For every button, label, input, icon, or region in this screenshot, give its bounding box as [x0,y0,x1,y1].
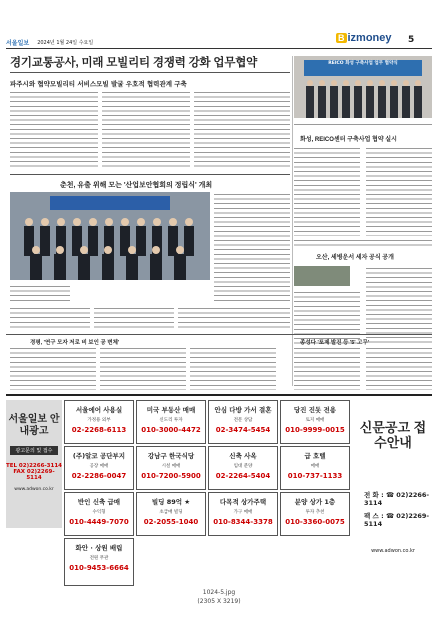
ad-phone: 010-3000-4472 [141,426,201,434]
ad-subtitle: 투자 추천 [305,510,325,515]
section-rule [10,174,290,175]
brand-badge-icon: B [338,33,345,43]
newspaper-logo: 서울일보 [6,39,30,47]
right-notice-ad [354,400,432,620]
ad-title: 화안 · 상원 배립 [75,544,123,552]
ad-title: 반인 신축 급매 [77,498,121,506]
main-subhead: 파주시와 협약모빌리티 서비스모빌 발굴 우호적 협력관계 구축 [10,80,187,88]
ad-subtitle: 가구 매매 [233,510,253,515]
lower-headline-2: 종성다 '포제 발진 등 '5' 고무' [300,340,370,346]
article-body-col1 [10,90,98,170]
ad-phone: 010-737-1133 [287,472,343,480]
article-body-col3 [194,90,290,170]
file-name: 1024-5.jpg [202,589,236,596]
ad-phone: 010-8344-3378 [213,518,273,526]
classified-url: www.adwon.co.kr [14,487,54,492]
ad-title: 당진 진돗 전용 [293,406,337,414]
article-body-col2 [102,90,190,170]
right-headline: 화성, REICO센터 구축사업 협약 실시 [300,137,397,143]
ad-subtitle: 매매 [310,464,320,469]
classified-tag: 광고문의 및 접수 [10,446,58,455]
ad-title: 분양 상가 1층 [294,498,336,506]
lower-article2-col1 [294,346,360,390]
middle-article-col3 [178,306,290,330]
middle-article-side [214,192,290,302]
lower-article-col2 [100,346,186,390]
ad-title: (주)알코 공단부지 [72,452,126,460]
lower-article2-col2 [366,346,432,390]
classified-ad [136,492,206,536]
file-size: (2305 X 3219) [197,598,241,605]
ad-title: 빌딩 89억 ★ [151,498,191,506]
right-article-col2 [366,146,432,236]
ad-phone: 02-3474-5454 [215,426,271,434]
ad-title: 안심 다방 가서 결혼 [214,406,272,414]
left-classified-banner [6,400,62,528]
group-people-icon [10,192,210,280]
classified-ad [208,492,278,536]
classified-ad [208,446,278,490]
notice-title: 신문공고 접수안내 [359,420,427,450]
ad-phone: 02-2268-6113 [71,426,127,434]
signing-ceremony-photo [294,56,432,118]
ad-subtitle: 시설 매매 [161,464,181,469]
ad-phone: 02-2055-1040 [143,518,199,526]
lower-article-col3 [190,346,276,390]
banner-caption-lines [294,122,432,128]
ad-title: 급 호텔 [304,452,326,460]
photo-caption [10,284,70,302]
ad-subtitle: 공장 매매 [89,464,109,469]
middle-headline: 춘천, 유출 위해 모는 '산업보안협회의 정립식' 개최 [60,182,213,189]
ad-subtitle: 가정용 외부 [87,418,111,423]
classified-phone: TEL 02)2266-3114 [6,463,62,469]
classified-ad [280,492,350,536]
classified-ad [64,446,134,490]
classified-brand: 서울일보 안내광고 [8,414,60,437]
column-divider [292,56,293,386]
ad-subtitle: 신도리 투자 [159,418,183,423]
brand-name: izmoney [347,32,392,44]
people-silhouettes-icon [294,56,432,118]
ad-phone: 02-2264-5404 [215,472,271,480]
middle-article-col2 [94,306,174,330]
right-article-col1 [294,146,360,236]
ad-title: 신축 사옥 [229,452,257,460]
issue-date: 2024년 1월 24일 수요일 [37,39,94,46]
classified-fax: FAX 02)2269-5114 [13,469,55,481]
ad-title: 강남구 한국식당 [147,452,195,460]
right-article-continuation [294,238,432,248]
main-headline: 경기교통공사, 미래 모빌리티 경쟁력 강화 업무협약 [10,57,258,69]
ad-phone: 010-7200-5900 [141,472,201,480]
right-thumbnail-photo [294,266,350,286]
classifieds-rule [6,394,432,396]
lower-headline-1: 경평, '연구 모자 저로 비 보인 공 변체' [30,340,120,346]
headline-rule [10,72,290,73]
classified-ad [136,400,206,444]
classified-ad [64,492,134,536]
ad-phone: 010-9999-0015 [285,426,345,434]
notice-phone: 전 화 : ☎ 02)2266-3114 [364,491,430,507]
ad-subtitle: 임대 분양 [233,464,253,469]
ad-phone: 010-4449-7070 [69,518,129,526]
classified-ad [280,400,350,444]
ad-title: 서울에어 사용실 [75,406,123,414]
ad-subtitle: 전원 무관 [89,556,109,561]
notice-fax: 팩 스 : ☎ 02)2269-5114 [364,512,430,528]
ad-phone: 02-2286-0047 [71,472,127,480]
ad-phone: 010-9453-6664 [69,564,129,572]
ad-subtitle: 전문 상담 [233,418,253,423]
notice-url: www.adwon.co.kr [371,548,415,554]
classified-ad [64,400,134,444]
page-number: 5 [408,35,415,45]
group-photo [10,192,210,280]
image-footer [0,588,438,606]
ad-subtitle: 토지 매매 [305,418,325,423]
right-headline-2: 오산, 세병운서 세자 공식 공개 [316,255,394,261]
classified-ad [280,446,350,490]
ad-title: 미국 부동산 매매 [146,406,196,414]
ceremony-banner: REICO 화성 구축사업 업무 협약식 [304,60,422,76]
section-brand [336,32,392,44]
ad-subtitle: 수익형 [92,510,106,515]
ad-phone: 010-3360-0075 [285,518,345,526]
lower-section-rule [6,334,432,335]
ad-subtitle: 초급매 빌딩 [159,510,183,515]
ad-title: 다목적 상가주택 [219,498,267,506]
classified-ad [64,538,134,586]
classified-ad [136,446,206,490]
classified-ad [208,400,278,444]
lower-article-col1 [10,346,96,390]
middle-article-col1 [10,306,90,330]
